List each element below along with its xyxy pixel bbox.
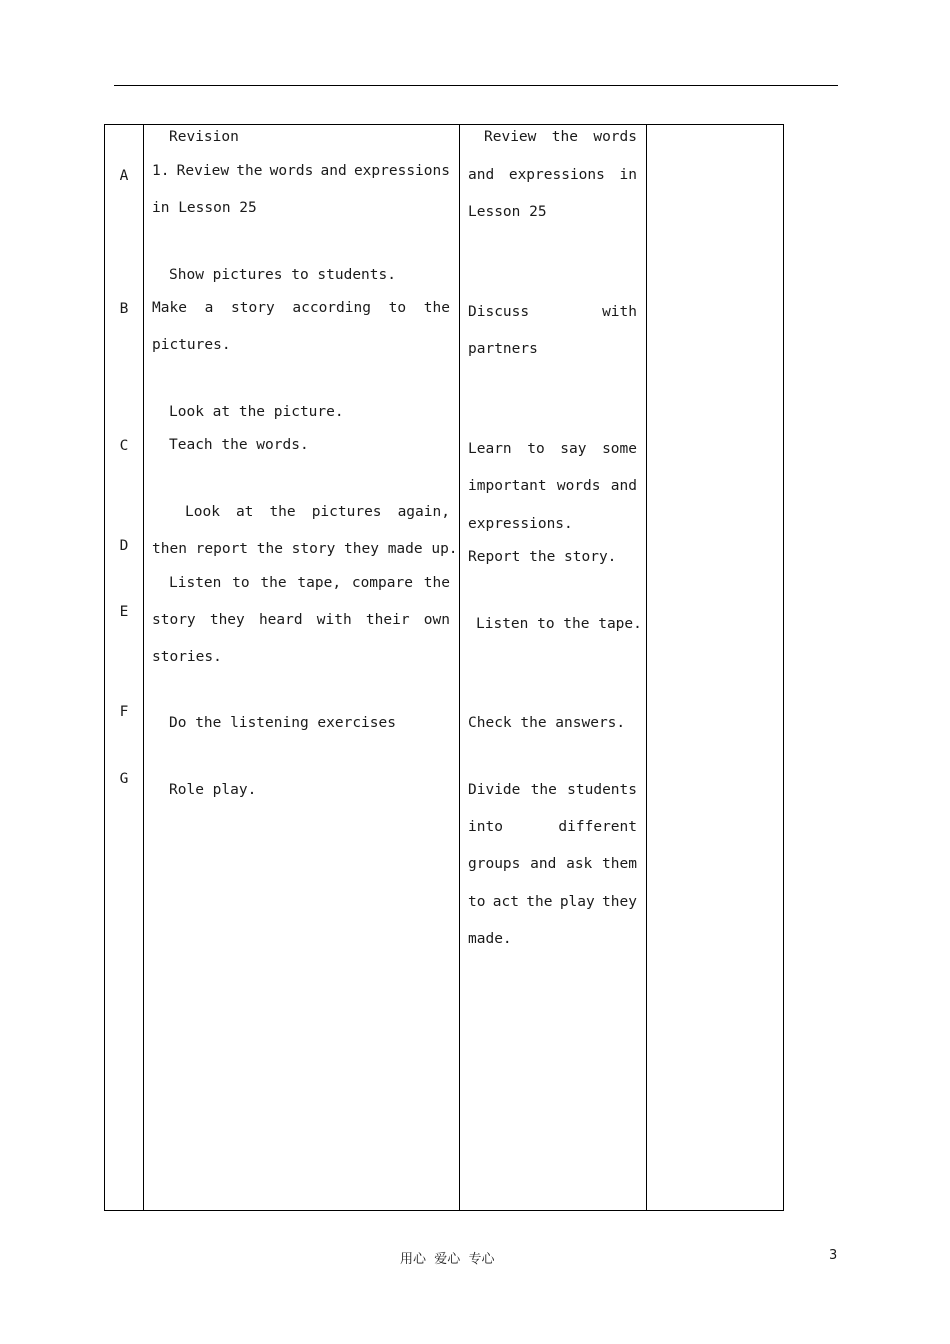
student-discuss-line1: Discuss with [468, 304, 637, 320]
student-learn-line3: expressions. [468, 516, 573, 532]
page-number: 3 [829, 1248, 838, 1263]
student-divide-line3: groups and ask them [468, 856, 637, 872]
teacher-teach-words: Teach the words. [169, 437, 309, 453]
student-divide-line4: to act the play they [468, 894, 637, 910]
student-review-line3: Lesson 25 [468, 204, 547, 220]
student-divide-line5: made. [468, 931, 512, 947]
step-label-e: E [119, 604, 129, 620]
teacher-make-story-line2: pictures. [152, 337, 231, 353]
teacher-revision-item-line1: 1. Review the words and expressions [152, 163, 450, 179]
step-label-f: F [119, 704, 129, 720]
teacher-listening-exercises: Do the listening exercises [169, 715, 396, 731]
teacher-listen-line3: stories. [152, 649, 222, 665]
student-review-line2: and expressions in [468, 167, 637, 183]
teacher-look-again-line1: Look at the pictures again, [185, 504, 450, 520]
step-label-b: B [119, 301, 129, 317]
student-learn-line1: Learn to say some [468, 441, 637, 457]
student-report-story: Report the story. [468, 549, 617, 565]
teacher-look-picture: Look at the picture. [169, 404, 344, 420]
header-rule [114, 85, 838, 86]
step-label-c: C [119, 438, 129, 454]
teacher-revision-title: Revision [169, 129, 239, 145]
teacher-look-again-line2: then report the story they made up. [152, 541, 458, 557]
step-label-a: A [119, 168, 129, 184]
student-learn-line2: important words and [468, 478, 637, 494]
teacher-revision-item-line2: in Lesson 25 [152, 200, 257, 216]
column-divider-3 [646, 125, 647, 1210]
student-divide-line1: Divide the students [468, 782, 637, 798]
student-divide-line2: into different [468, 819, 637, 835]
teacher-make-story-line1: Make a story according to the [152, 300, 450, 316]
column-divider-2 [459, 125, 460, 1210]
student-check-answers: Check the answers. [468, 715, 626, 731]
teacher-listen-line1: Listen to the tape, compare the [169, 575, 450, 591]
teacher-listen-line2: story they heard with their own [152, 612, 450, 628]
student-listen-tape: Listen to the tape. [476, 616, 642, 632]
lesson-plan-table [104, 124, 784, 1211]
step-label-g: G [119, 771, 129, 787]
step-label-d: D [119, 538, 129, 554]
student-review-line1: Review the words [484, 129, 637, 145]
column-divider-1 [143, 125, 144, 1210]
teacher-role-play: Role play. [169, 782, 257, 798]
teacher-show-pictures: Show pictures to students. [169, 267, 396, 283]
footer-motto: 用心 爱心 专心 [400, 1252, 495, 1267]
student-discuss-line2: partners [468, 341, 538, 357]
